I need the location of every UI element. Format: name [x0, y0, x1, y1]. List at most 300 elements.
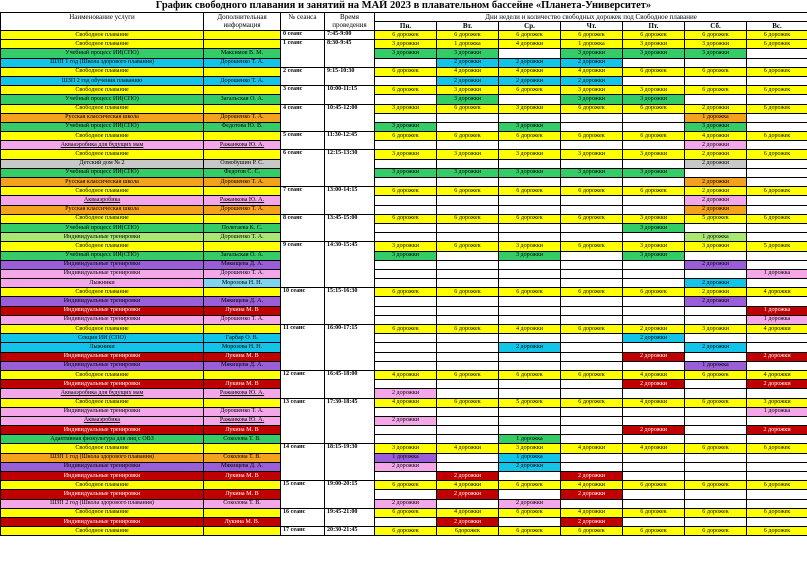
- day-cell: 2 дорожки: [437, 76, 499, 85]
- day-cell: 3 дорожки: [747, 398, 807, 407]
- day-cell: [623, 269, 685, 278]
- day-cell: 3 дорожки: [685, 40, 747, 49]
- info-cell: Лукина М. В: [204, 490, 281, 499]
- day-cell: [375, 490, 437, 499]
- day-cell: 6 дорожек: [561, 132, 623, 141]
- day-cell: [499, 361, 561, 370]
- table-row: [1, 490, 807, 499]
- day-cell: 2 дорожки: [623, 334, 685, 343]
- service-cell: Свободное плавание: [1, 150, 204, 159]
- day-cell: [561, 178, 623, 187]
- info-cell: [204, 444, 281, 453]
- day-cell: [499, 407, 561, 416]
- table-row: [1, 435, 807, 444]
- day-cell: 2 дорожки: [685, 297, 747, 306]
- info-cell: Дорошенко Т. А.: [204, 205, 281, 214]
- day-cell: 3 дорожки: [375, 150, 437, 159]
- session-cell: 3 сеанс: [281, 86, 325, 104]
- day-cell: 1 дорожка: [747, 269, 807, 278]
- day-cell: 1 дорожка: [561, 40, 623, 49]
- day-cell: [437, 426, 499, 435]
- day-cell: 3 дорожки: [685, 325, 747, 334]
- day-cell: [561, 352, 623, 361]
- day-cell: [747, 499, 807, 508]
- day-cell: [747, 453, 807, 462]
- day-cell: 6 дорожек: [623, 104, 685, 113]
- day-cell: [685, 95, 747, 104]
- table-row: [1, 214, 807, 223]
- service-cell: Учебный процесс ИИ(СПО): [1, 49, 204, 58]
- day-cell: 3 дорожки: [375, 49, 437, 58]
- info-cell: Лукина М. В: [204, 472, 281, 481]
- table-row: [1, 40, 807, 49]
- day-cell: [437, 380, 499, 389]
- day-cell: 4 дорожки: [375, 398, 437, 407]
- day-cell: 2 дорожки: [437, 490, 499, 499]
- day-cell: [499, 389, 561, 398]
- day-cell: 3 дорожки: [499, 122, 561, 131]
- day-cell: 2 дорожки: [623, 426, 685, 435]
- day-cell: [685, 315, 747, 324]
- info-cell: [204, 481, 281, 490]
- day-cell: [375, 306, 437, 315]
- day-cell: [685, 223, 747, 232]
- day-cell: [499, 490, 561, 499]
- day-cell: [375, 223, 437, 232]
- day-cell: 6 дорожек: [437, 242, 499, 251]
- day-cell: [685, 462, 747, 471]
- day-cell: [499, 269, 561, 278]
- header-day-sun: Вс.: [747, 22, 807, 31]
- day-cell: [561, 223, 623, 232]
- info-cell: Дорошенко Т. А.: [204, 113, 281, 122]
- service-cell: Свободное плавание: [1, 187, 204, 196]
- day-cell: 4 дорожки: [561, 67, 623, 76]
- table-row: [1, 49, 807, 58]
- day-cell: 6 дорожек: [499, 132, 561, 141]
- day-cell: [437, 223, 499, 232]
- day-cell: 3 дорожки: [499, 104, 561, 113]
- info-cell: Мякищева Д. А.: [204, 297, 281, 306]
- day-cell: [747, 76, 807, 85]
- day-cell: 3 дорожки: [623, 150, 685, 159]
- page-title: График свободного плавания и занятий на МАЙ 2023 в плавательном бассейне «Планета-Университет»: [155, 0, 652, 11]
- day-cell: [375, 141, 437, 150]
- day-cell: 6 дорожек: [437, 104, 499, 113]
- day-cell: 6 дорожек: [623, 187, 685, 196]
- header-service: Наименование услуги: [1, 13, 204, 31]
- day-cell: 6 дорожек: [623, 67, 685, 76]
- day-cell: 1 дорожка: [685, 233, 747, 242]
- time-cell: 15:15-16:30: [325, 288, 375, 325]
- day-cell: [685, 426, 747, 435]
- service-cell: Аквааэробика: [1, 196, 204, 205]
- day-cell: [375, 260, 437, 269]
- day-cell: 2 дорожки: [375, 416, 437, 425]
- service-cell: Свободное плавание: [1, 370, 204, 379]
- day-cell: 6 дорожек: [499, 370, 561, 379]
- day-cell: 6 дорожек: [375, 132, 437, 141]
- day-cell: [437, 196, 499, 205]
- table-row: [1, 444, 807, 453]
- day-cell: 2 дорожки: [561, 76, 623, 85]
- table-row: [1, 517, 807, 526]
- day-cell: [499, 159, 561, 168]
- day-cell: 3 дорожки: [623, 40, 685, 49]
- day-cell: [561, 407, 623, 416]
- day-cell: [685, 306, 747, 315]
- day-cell: [747, 260, 807, 269]
- service-cell: Секция ИИ (СПО): [1, 334, 204, 343]
- service-cell: Лыжники: [1, 279, 204, 288]
- info-cell: [204, 527, 281, 536]
- day-cell: 3 дорожки: [437, 49, 499, 58]
- session-cell: 7 сеанс: [281, 187, 325, 215]
- day-cell: [437, 389, 499, 398]
- day-cell: [747, 416, 807, 425]
- day-cell: 3 дорожки: [437, 86, 499, 95]
- day-cell: 3 дорожки: [623, 214, 685, 223]
- service-cell: Учебный процесс ИИ(СПО): [1, 122, 204, 131]
- day-cell: [561, 462, 623, 471]
- day-cell: 6 дорожек: [623, 31, 685, 40]
- info-cell: [204, 508, 281, 517]
- day-cell: 4 дорожки: [561, 508, 623, 517]
- day-cell: [437, 407, 499, 416]
- table-row: [1, 104, 807, 113]
- day-cell: [437, 435, 499, 444]
- day-cell: [623, 178, 685, 187]
- time-cell: 10:45-12:00: [325, 104, 375, 132]
- day-cell: [561, 122, 623, 131]
- day-cell: 3 дорожки: [685, 49, 747, 58]
- day-cell: [747, 361, 807, 370]
- day-cell: [375, 472, 437, 481]
- time-cell: 13:00-14:15: [325, 187, 375, 215]
- table-row: [1, 150, 807, 159]
- day-cell: 3 дорожки: [623, 251, 685, 260]
- day-cell: [499, 49, 561, 58]
- day-cell: 6 дорожек: [623, 508, 685, 517]
- day-cell: [437, 279, 499, 288]
- table-row: [1, 315, 807, 324]
- info-cell: Мякищева Д. А.: [204, 361, 281, 370]
- day-cell: 2 дорожки: [623, 352, 685, 361]
- header-row: [1, 13, 807, 22]
- day-cell: [623, 279, 685, 288]
- info-cell: Лукина М. В.: [204, 517, 281, 526]
- day-cell: [685, 453, 747, 462]
- time-cell: 9:15-10:30: [325, 67, 375, 85]
- day-cell: [499, 297, 561, 306]
- header-day-fri: Пт.: [623, 22, 685, 31]
- service-cell: Свободное плавание: [1, 67, 204, 76]
- table-row: [1, 187, 807, 196]
- day-cell: 4 дорожки: [561, 444, 623, 453]
- info-cell: Лукина М. В: [204, 380, 281, 389]
- day-cell: 3 дорожки: [623, 86, 685, 95]
- session-cell: 6 сеанс: [281, 150, 325, 187]
- day-cell: [685, 435, 747, 444]
- time-cell: 19:45-21:00: [325, 508, 375, 526]
- day-cell: [685, 76, 747, 85]
- info-cell: Мякищева Д. А.: [204, 260, 281, 269]
- day-cell: [499, 380, 561, 389]
- day-cell: [685, 499, 747, 508]
- info-cell: Соколова Т. В.: [204, 435, 281, 444]
- day-cell: [561, 141, 623, 150]
- info-cell: Озмобушин Р. С.: [204, 159, 281, 168]
- day-cell: 6 дорожек: [437, 187, 499, 196]
- day-cell: 1 дорожка: [747, 407, 807, 416]
- day-cell: 2 дорожки: [561, 517, 623, 526]
- day-cell: [561, 233, 623, 242]
- day-cell: 2 дорожки: [685, 343, 747, 352]
- day-cell: [747, 113, 807, 122]
- time-cell: 16:00-17:15: [325, 325, 375, 371]
- table-row: [1, 279, 807, 288]
- info-cell: Соколова Т. В.: [204, 499, 281, 508]
- info-cell: Дорошенко Т. А.: [204, 76, 281, 85]
- day-cell: [623, 453, 685, 462]
- day-cell: [623, 499, 685, 508]
- service-cell: Свободное плавание: [1, 325, 204, 334]
- service-cell: Свободное плавание: [1, 481, 204, 490]
- day-cell: 4 дорожки: [685, 132, 747, 141]
- time-cell: 10:00-11:15: [325, 86, 375, 104]
- table-row: [1, 196, 807, 205]
- day-cell: 3 дорожки: [499, 444, 561, 453]
- day-cell: 6 дорожек: [499, 86, 561, 95]
- day-cell: 6 дорожек: [499, 187, 561, 196]
- day-cell: 6 дорожек: [747, 481, 807, 490]
- day-cell: [499, 315, 561, 324]
- day-cell: 6 дорожек: [375, 187, 437, 196]
- day-cell: 4 дорожки: [747, 370, 807, 379]
- service-cell: Индивидуальные тренировки: [1, 472, 204, 481]
- day-cell: [561, 416, 623, 425]
- service-cell: Индивидуальные тренировки: [1, 426, 204, 435]
- day-cell: 6 дорожек: [623, 288, 685, 297]
- day-cell: [623, 315, 685, 324]
- session-cell: 15 сеанс: [281, 481, 325, 509]
- day-cell: 2 дорожки: [375, 499, 437, 508]
- service-cell: Учебный процесс ИИ(СПО): [1, 168, 204, 177]
- session-cell: 13 сеанс: [281, 398, 325, 444]
- day-cell: 6 дорожек: [437, 398, 499, 407]
- day-cell: 6 дорожек: [747, 104, 807, 113]
- day-cell: 4 дорожки: [375, 370, 437, 379]
- day-cell: 3 дорожки: [623, 168, 685, 177]
- day-cell: [437, 260, 499, 269]
- table-row: [1, 499, 807, 508]
- day-cell: 6 дорожек: [685, 31, 747, 40]
- day-cell: [561, 426, 623, 435]
- session-cell: 0 сеанс: [281, 31, 325, 40]
- day-cell: [375, 435, 437, 444]
- table-row: [1, 122, 807, 131]
- day-cell: 6 дорожек: [561, 214, 623, 223]
- day-cell: 6 дорожек: [747, 132, 807, 141]
- day-cell: [437, 178, 499, 187]
- day-cell: [623, 58, 685, 67]
- info-cell: Загальская О. А.: [204, 251, 281, 260]
- day-cell: [623, 141, 685, 150]
- day-cell: 3 дорожки: [623, 95, 685, 104]
- day-cell: 6 дорожек: [437, 214, 499, 223]
- day-cell: [561, 279, 623, 288]
- table-row: [1, 352, 807, 361]
- day-cell: 2 дорожки: [747, 426, 807, 435]
- time-cell: 16:45-18:00: [325, 370, 375, 398]
- day-cell: 3 дорожки: [623, 242, 685, 251]
- day-cell: 6 дорожек: [375, 481, 437, 490]
- day-cell: 6 дорожек: [685, 527, 747, 536]
- day-cell: [685, 334, 747, 343]
- day-cell: [747, 435, 807, 444]
- day-cell: 6 дорожек: [499, 481, 561, 490]
- day-cell: [747, 517, 807, 526]
- day-cell: [499, 141, 561, 150]
- day-cell: [747, 389, 807, 398]
- day-cell: 3 дорожки: [685, 122, 747, 131]
- info-cell: Загальская О. А.: [204, 95, 281, 104]
- table-row: [1, 95, 807, 104]
- day-cell: 3 дорожки: [623, 49, 685, 58]
- header-days-title: Дни недели и количество свободных дорожек под Свободное плавание: [375, 13, 807, 22]
- day-cell: [747, 205, 807, 214]
- table-row: [1, 159, 807, 168]
- day-cell: 4 дорожки: [499, 67, 561, 76]
- day-cell: 2 дорожки: [747, 352, 807, 361]
- service-cell: Лыжники: [1, 343, 204, 352]
- day-cell: [375, 233, 437, 242]
- day-cell: [375, 95, 437, 104]
- session-cell: 16 сеанс: [281, 508, 325, 526]
- day-cell: 3 дорожки: [375, 122, 437, 131]
- table-row: [1, 306, 807, 315]
- day-cell: [437, 315, 499, 324]
- day-cell: 6 дорожек: [437, 370, 499, 379]
- day-cell: 4 дорожки: [623, 370, 685, 379]
- day-cell: [375, 352, 437, 361]
- day-cell: 3 дорожки: [561, 86, 623, 95]
- service-cell: Индивидуальные тренировки: [1, 380, 204, 389]
- day-cell: [499, 334, 561, 343]
- day-cell: 6 дорожек: [375, 31, 437, 40]
- header-info: Дополнительная информация: [204, 13, 281, 31]
- day-cell: [623, 306, 685, 315]
- table-row: [1, 223, 807, 232]
- day-cell: [437, 416, 499, 425]
- day-cell: 3 дорожки: [437, 150, 499, 159]
- day-cell: [499, 472, 561, 481]
- day-cell: 6 дорожек: [561, 31, 623, 40]
- time-cell: 17:30-18:45: [325, 398, 375, 444]
- day-cell: [623, 297, 685, 306]
- day-cell: 6 дорожек: [623, 481, 685, 490]
- service-cell: Индивидуальные тренировки: [1, 260, 204, 269]
- table-row: [1, 269, 807, 278]
- day-cell: 6 дорожек: [747, 527, 807, 536]
- day-cell: [499, 517, 561, 526]
- day-cell: 1 дорожка: [375, 453, 437, 462]
- info-cell: Максимов В. М.: [204, 49, 281, 58]
- service-cell: Свободное плавание: [1, 527, 204, 536]
- day-cell: 6 дорожек: [375, 288, 437, 297]
- table-row: [1, 462, 807, 471]
- day-cell: [623, 196, 685, 205]
- day-cell: [747, 251, 807, 260]
- day-cell: [437, 352, 499, 361]
- info-cell: Гарбар О. В.: [204, 334, 281, 343]
- table-row: [1, 141, 807, 150]
- day-cell: [561, 159, 623, 168]
- day-cell: [375, 159, 437, 168]
- time-cell: 8:30-9:45: [325, 40, 375, 68]
- day-cell: [437, 113, 499, 122]
- day-cell: 3 дорожки: [375, 242, 437, 251]
- day-cell: 6 дорожек: [437, 132, 499, 141]
- day-cell: [375, 407, 437, 416]
- day-cell: 6 дорожек: [561, 527, 623, 536]
- day-cell: [747, 334, 807, 343]
- schedule-table: [0, 12, 807, 536]
- day-cell: [437, 233, 499, 242]
- service-cell: Адаптивная физкультура для лиц с ОВЗ: [1, 435, 204, 444]
- day-cell: 2 дорожки: [685, 141, 747, 150]
- day-cell: 2 дорожки: [623, 325, 685, 334]
- day-cell: 3 дорожки: [561, 95, 623, 104]
- service-cell: Индивидуальные тренировки: [1, 269, 204, 278]
- day-cell: [375, 343, 437, 352]
- service-cell: ШЗП 1 год (Школа здорового плавания): [1, 58, 204, 67]
- day-cell: 6 дорожек: [685, 67, 747, 76]
- day-cell: [685, 472, 747, 481]
- day-cell: 4 дорожки: [747, 325, 807, 334]
- day-cell: [685, 407, 747, 416]
- day-cell: 6 дорожек: [561, 398, 623, 407]
- day-cell: [561, 361, 623, 370]
- table-row: [1, 343, 807, 352]
- day-cell: [623, 260, 685, 269]
- table-row: [1, 416, 807, 425]
- day-cell: [561, 453, 623, 462]
- day-cell: 6 дорожек: [685, 398, 747, 407]
- day-cell: [747, 223, 807, 232]
- day-cell: [499, 205, 561, 214]
- day-cell: 6 дорожек: [375, 527, 437, 536]
- day-cell: 2 дорожки: [437, 58, 499, 67]
- day-cell: 6 дорожек: [623, 527, 685, 536]
- day-cell: [685, 389, 747, 398]
- day-cell: [375, 205, 437, 214]
- day-cell: [685, 251, 747, 260]
- header-time: Время проведения: [325, 13, 375, 31]
- service-cell: Свободное плавание: [1, 398, 204, 407]
- day-cell: 6 дорожек: [375, 67, 437, 76]
- day-cell: 6 дорожек: [375, 325, 437, 334]
- day-cell: 3 дорожки: [437, 95, 499, 104]
- info-cell: Лукина М. В: [204, 352, 281, 361]
- table-row: [1, 481, 807, 490]
- day-cell: [623, 159, 685, 168]
- day-cell: [375, 269, 437, 278]
- info-cell: Ражанкова Ю. А.: [204, 416, 281, 425]
- table-row: [1, 426, 807, 435]
- day-cell: [437, 462, 499, 471]
- day-cell: [375, 113, 437, 122]
